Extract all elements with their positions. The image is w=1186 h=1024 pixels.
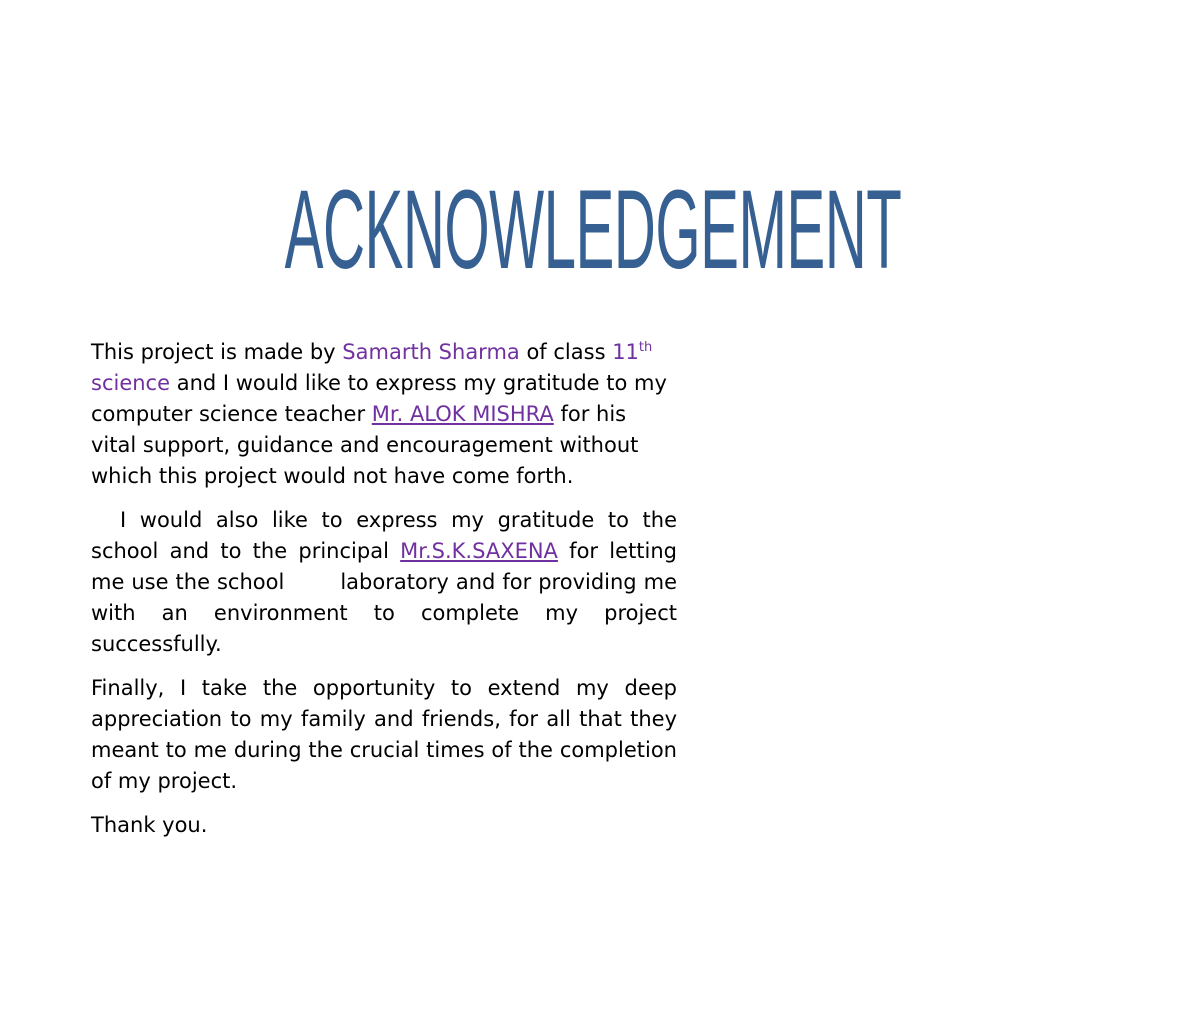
intro-text-1: This project is made by xyxy=(91,340,343,364)
paragraph-school xyxy=(91,505,677,660)
title-container xyxy=(0,167,902,292)
class-suffix: th xyxy=(638,340,653,355)
class-stream: science xyxy=(91,371,171,395)
school-text-2: for letting me use the school xyxy=(91,539,678,594)
school-text-3: laboratory and for providing me with an environment to complete my project successfully. xyxy=(91,570,678,656)
paragraph-intro xyxy=(91,337,677,492)
principal-name-link[interactable]: Mr.S.K.SAXENA xyxy=(400,539,558,563)
teacher-name-link[interactable]: Mr. ALOK MISHRA xyxy=(371,402,554,426)
paragraph-family: Finally, I take the opportunity to extend my deep appreciation to my family and friends, for all that they meant to me during the crucial times of the completion of my project. xyxy=(91,676,677,793)
student-name: Samarth Sharma xyxy=(342,340,520,364)
school-text-1: I would also like to express my gratitude to the school and to the principal xyxy=(91,508,677,563)
page-title: ACKNOWLEDGEMENT xyxy=(284,167,902,292)
intro-text-2: of class xyxy=(519,340,613,364)
intro-text-4: for his vital support, guidance and encouragement without which this project would not have come forth. xyxy=(91,402,639,488)
class-number: 11 xyxy=(612,340,639,364)
closing-line: Thank you. xyxy=(91,813,208,837)
intro-text-3: and I would like to express my gratitude to my computer science teacher xyxy=(91,371,667,426)
document-body xyxy=(91,337,677,854)
